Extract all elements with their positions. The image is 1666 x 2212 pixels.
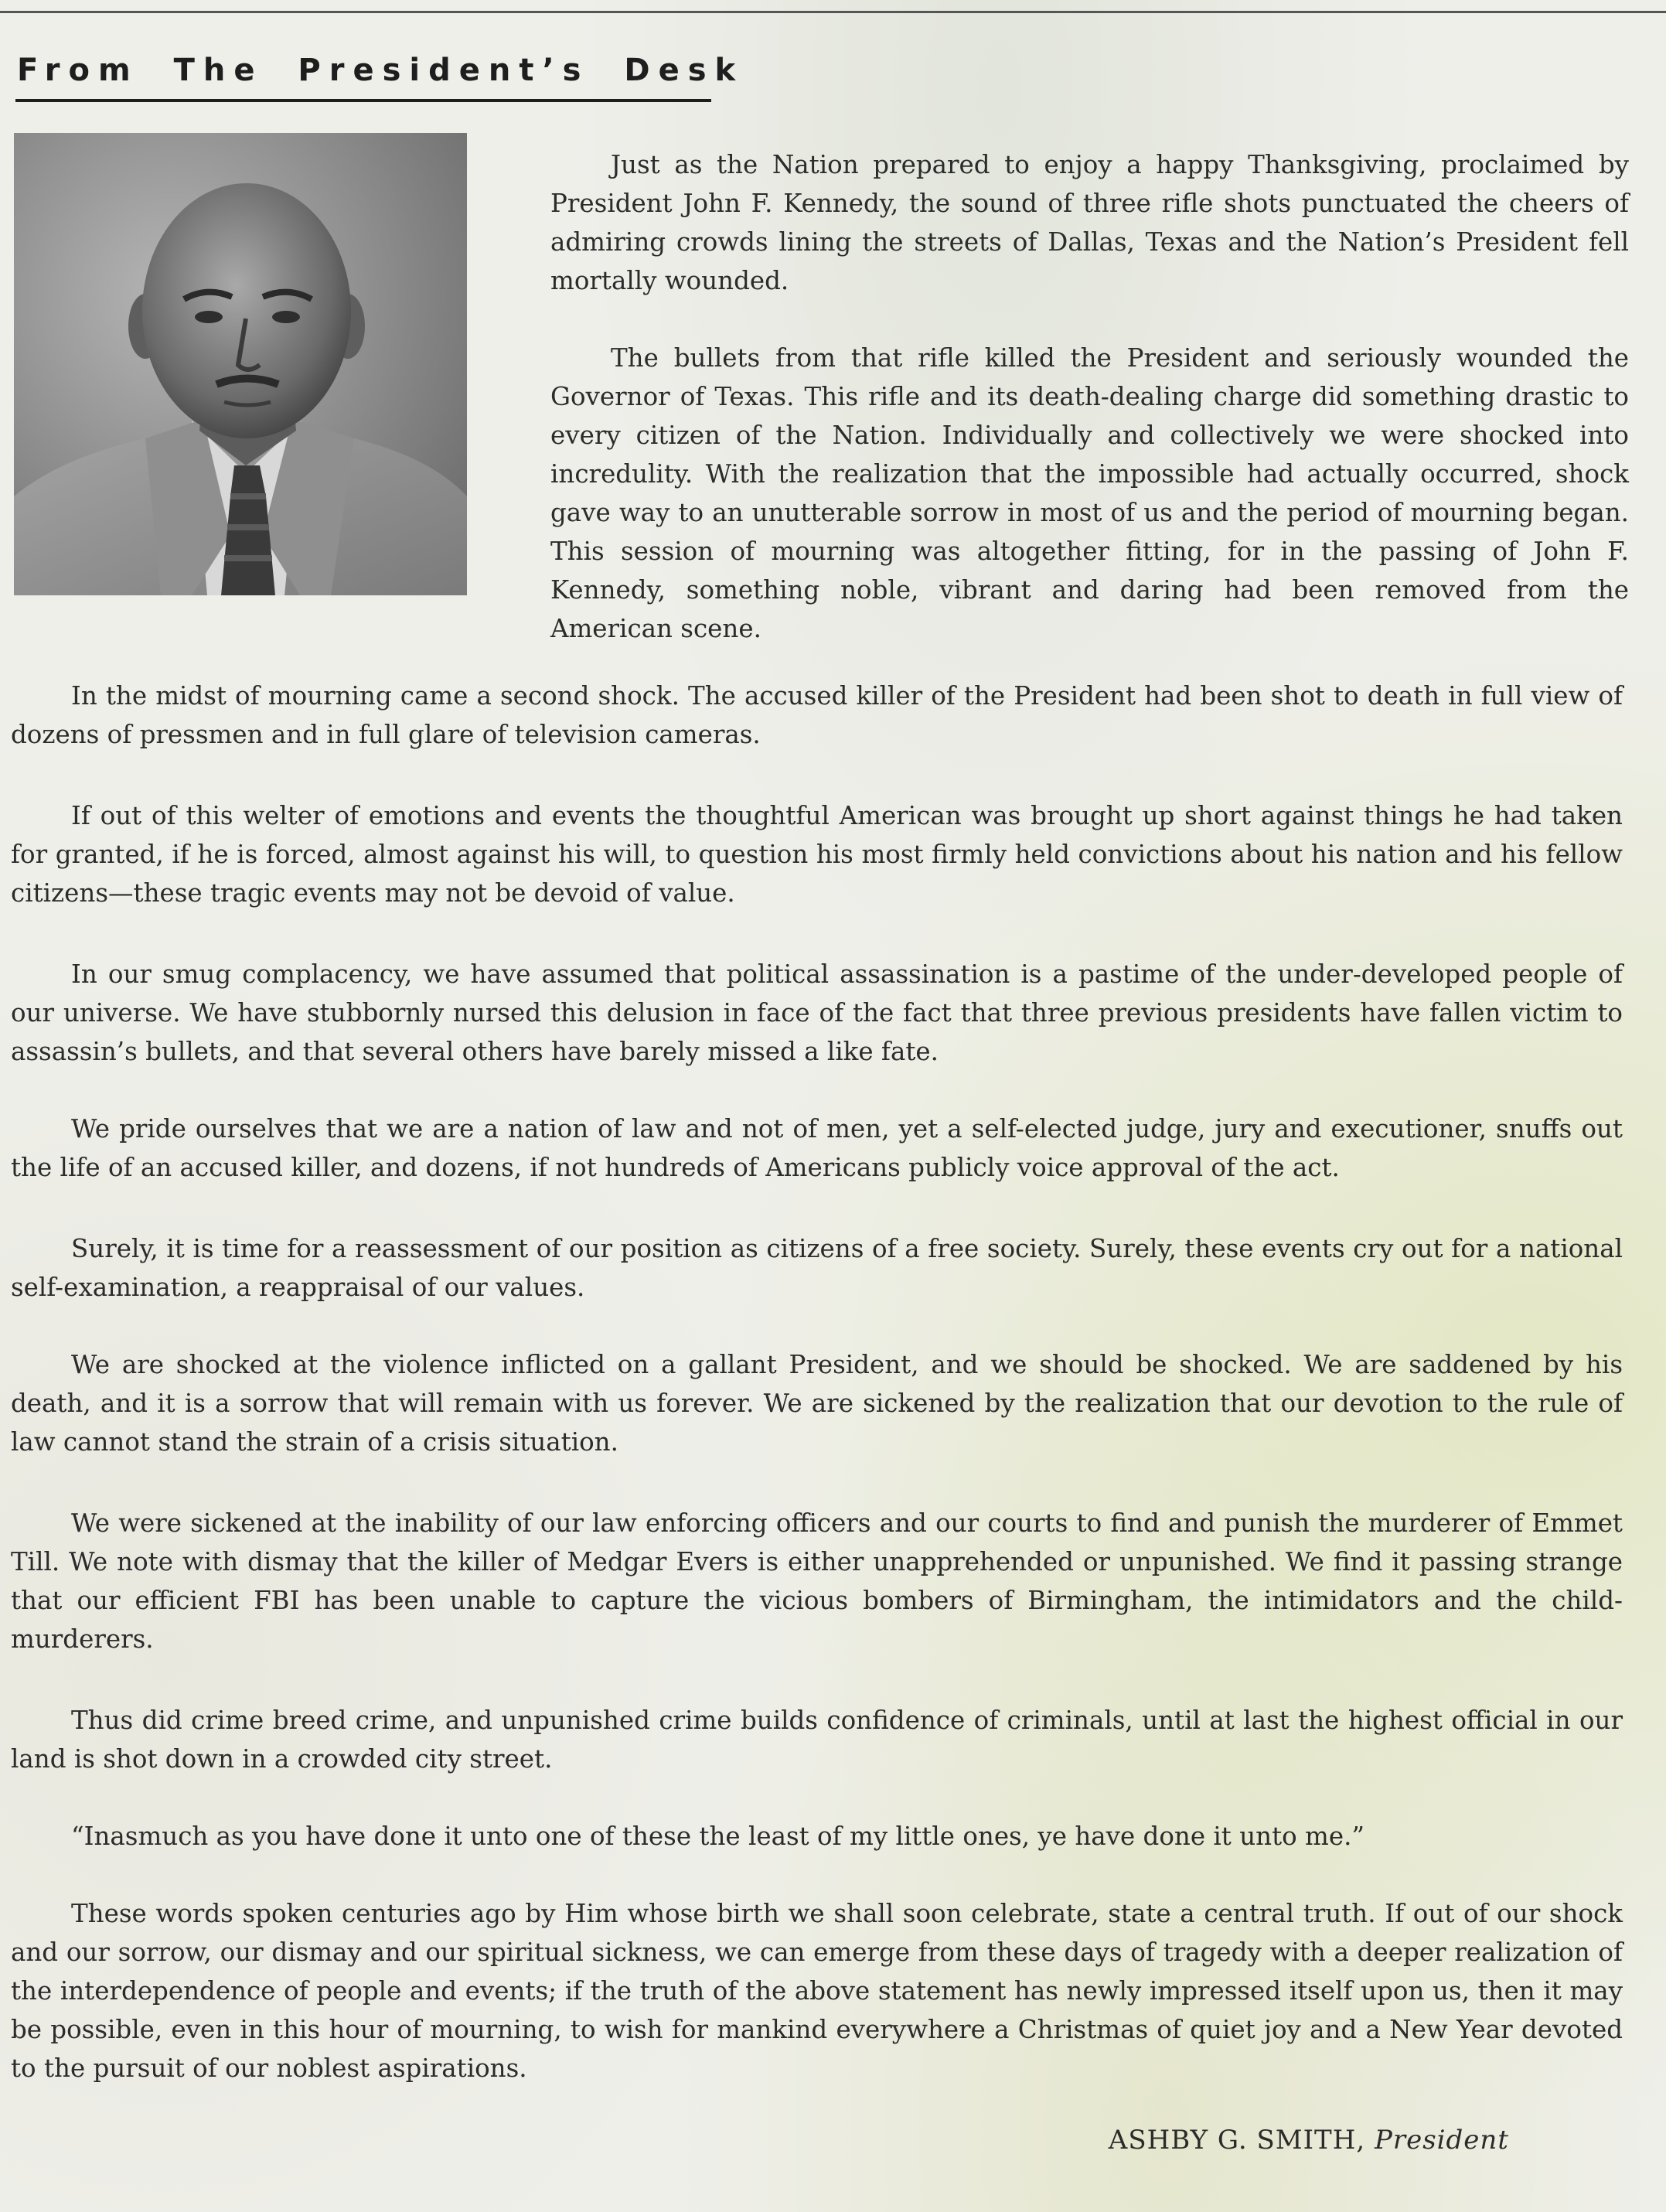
article-paragraph-6: We pride ourselves that we are a nation of law and not of men, yet a self-elected judge, jury and executioner, snuffs out the life of an accused killer, and dozens, if not hundreds of Americans publicly voice approval of the act. xyxy=(11,1114,1623,1182)
scripture-quote: “Inasmuch as you have done it unto one of these the least of my little ones, ye have done it unto me.” xyxy=(71,1822,1365,1851)
article-paragraph-1: Just as the Nation prepared to enjoy a happy Thanksgiving, proclaimed by President John F. Kennedy, the sound of three rifle shots punctuated the cheers of admiring crowds lining the streets of Dallas, Texas and the Nation’s President fell mortally wounded. xyxy=(550,150,1629,295)
top-border-rule xyxy=(0,11,1666,13)
article-paragraph-3: In the midst of mourning came a second shock. The accused killer of the President had been shot to death in full view of dozens of pressmen and in full glare of television cameras. xyxy=(11,681,1623,749)
article-paragraph-2: The bullets from that rifle killed the President and seriously wounded the Governor of Texas. This rifle and its death-dealing charge did something drastic to every citizen of the Nation. Individually and collectively we were shocked into incredulity. With the realization that the impossible had actually occurred, shock gave way to an unutterable sorrow in most of us and the period of mourning began. This session of mourning was altogether fitting, for in the passing of John F. Kennedy, something noble, vibrant and daring had been removed from the American scene. xyxy=(550,343,1629,643)
article-paragraph-4: If out of this welter of emotions and events the thoughtful American was brought up short against things he had taken for granted, if he is forced, almost against his will, to question his most firmly held convictions about his nation and his fellow citizens—these tragic events may not be devoid of value. xyxy=(11,801,1623,908)
heading-underline xyxy=(15,99,711,102)
article-paragraph-10: Thus did crime breed crime, and unpunished crime builds confidence of criminals, until at last the highest official in our land is shot down in a crowded city street. xyxy=(11,1706,1623,1774)
article-paragraph-12: These words spoken centuries ago by Him whose birth we shall soon celebrate, state a central truth. If out of our shock and our sorrow, our dismay and our spiritual sickness, we can emerge from these days of tragedy with a deeper realization of the interdependence of people and events; if the truth of the above statement has newly impressed itself upon us, then it may be possible, even in this hour of mourning, to wish for mankind everywhere a Christmas of quiet joy and a New Year devoted to the pursuit of our noblest aspirations. xyxy=(11,1899,1623,2083)
signature-line xyxy=(1082,2125,1509,2156)
president-portrait-photo xyxy=(14,133,467,595)
signature-title: President xyxy=(1374,2125,1509,2156)
article-paragraph-8: We are shocked at the violence inflicted on a gallant President, and we should be shocked. We are saddened by his death, and it is a sorrow that will remain with us forever. We are sickened by the realization that our devotion to the rule of law cannot stand the strain of a crisis situation. xyxy=(11,1350,1623,1457)
signature-name: ASHBY G. SMITH, xyxy=(1108,2125,1366,2156)
column-heading: From The President’s Desk xyxy=(17,53,744,88)
portrait-illustration xyxy=(14,133,467,595)
article-paragraph-7: Surely, it is time for a reassessment of our position as citizens of a free society. Surely, these events cry out for a national self-examination, a reappraisal of our values. xyxy=(11,1234,1623,1302)
article-paragraph-9: We were sickened at the inability of our law enforcing officers and our courts to find and punish the murderer of Emmet Till. We note with dismay that the killer of Medgar Evers is either unapprehended or unpunished. We find it passing strange that our efficient FBI has been unable to capture the vicious bombers of Birmingham, the intimidators and the child-murderers. xyxy=(11,1508,1623,1654)
article-paragraph-5: In our smug complacency, we have assumed that political assassination is a pastime of the under-developed people of our universe. We have stubbornly nursed this delusion in face of the fact that three previous presidents have fallen victim to assassin’s bullets, and that several others have barely missed a like fate. xyxy=(11,959,1623,1066)
